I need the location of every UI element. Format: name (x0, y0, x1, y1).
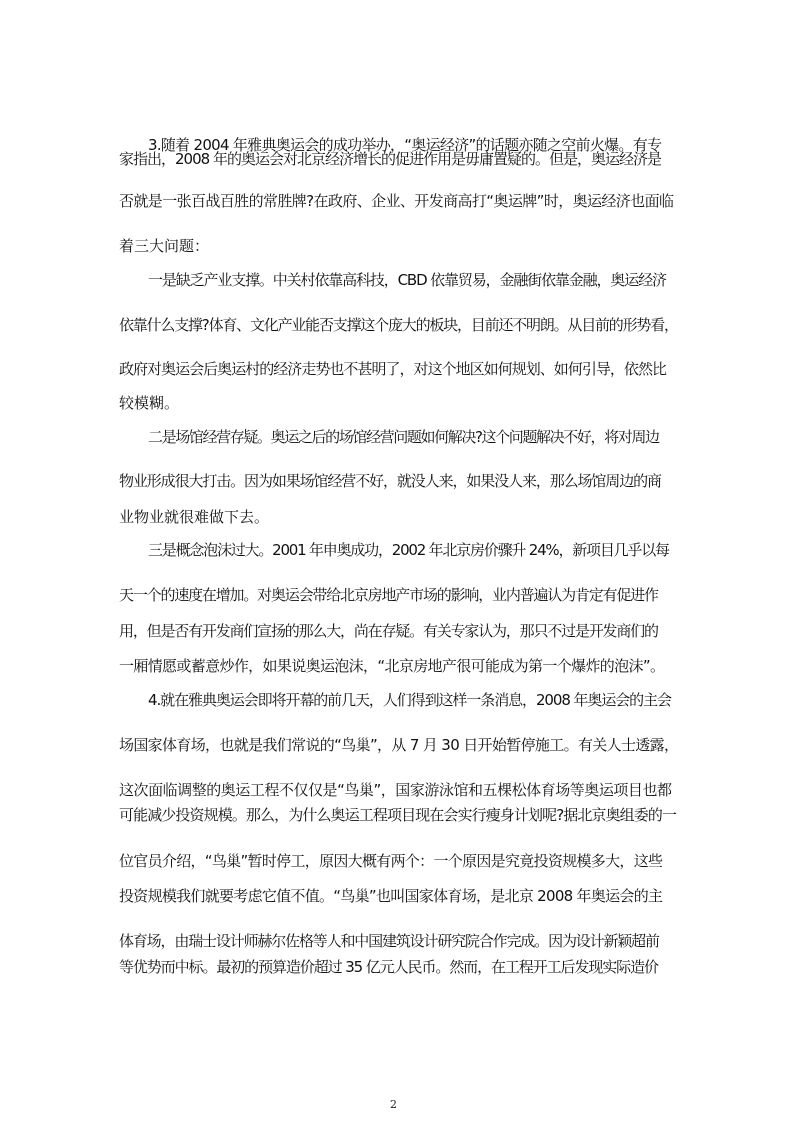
paragraph-line: 政府对奥运会后奥运村的经济走势也不甚明了，对这个地区如何规划、如何引导，依然比 (119, 360, 667, 378)
paragraph-line: 3.随着 2004 年雅典奥运会的成功举办，“奥运经济”的话题亦随之空前火爆。有专 (148, 136, 662, 154)
paragraph-line: 用，但是否有开发商们宣扬的那么大，尚在存疑。有关专家认为，那只不过是开发商们的 (119, 622, 658, 640)
paragraph-line: 可能减少投资规模。那么，为什么奥运工程项目现在会实行瘦身计划呢?据北京奥组委的一 (119, 806, 677, 824)
paragraph-line: 较模糊。 (119, 394, 180, 412)
paragraph-line: 等优势而中标。最初的预算造价超过 35 亿元人民币。然而，在工程开工后发现实际造价 (119, 958, 658, 976)
paragraph-line: 体育场，由瑞士设计师赫尔佐格等人和中国建筑设计研究院合作完成。因为设计新颖超前 (119, 932, 659, 950)
paragraph-line: 物业形成很大打击。因为如果场馆经营不好，就没人来，如果没人来，那么场馆周边的商 (119, 472, 661, 490)
paragraph-line: 否就是一张百战百胜的常胜牌?在政府、企业、开发商高打“奥运牌”时，奥运经济也面临 (119, 192, 674, 210)
paragraph-line: 投资规模我们就要考虑它值不值。“鸟巢”也叫国家体育场，是北京 2008 年奥运会的主 (119, 887, 663, 905)
paragraph-line: 位官员介绍，“鸟巢”暂时停工，原因大概有两个：一个原因是究竟投资规模多大，这些 (119, 852, 663, 870)
paragraph-line: 场国家体育场，也就是我们常说的“鸟巢”，从 7 月 30 日开始暂停施工。有关人士透露， (119, 736, 679, 754)
paragraph-line: 4.就在雅典奥运会即将开幕的前几天，人们得到这样一条消息，2008 年奥运会的主会 (148, 691, 671, 709)
paragraph-line: 天一个的速度在增加。对奥运会带给北京房地产市场的影响，业内普遍认为肯定有促进作 (119, 586, 658, 604)
page-number: 2 (390, 1098, 397, 1111)
paragraph-line: 这次面临调整的奥运工程不仅仅是“鸟巢”，国家游泳馆和五棵松体育场等奥运项目也都 (119, 781, 672, 799)
paragraph-line: 二是场馆经营存疑。奥运之后的场馆经营问题如何解决?这个问题解决不好，将对周边 (148, 428, 659, 446)
paragraph-line: 业物业就很难做下去。 (119, 508, 270, 526)
paragraph-line: 家指出，2008 年的奥运会对北京经济增长的促进作用是毋庸置疑的。但是，奥运经济是 (119, 150, 661, 168)
paragraph-line: 一是缺乏产业支撑。中关村依靠高科技，CBD 依靠贸易，金融街依靠金融，奥运经济 (148, 271, 666, 289)
paragraph-line: 三是概念泡沫过大。2001 年申奥成功，2002 年北京房价骤升 24%，新项目几乎以每 (148, 541, 669, 559)
paragraph-line: 着三大问题： (119, 237, 210, 255)
paragraph-line: 依靠什么支撑?体育、文化产业能否支撑这个庞大的板块，目前还不明朗。从目前的形势看， (119, 316, 678, 334)
paragraph-line: 一厢情愿或蓄意炒作，如果说奥运泡沫，“北京房地产很可能成为第一个爆炸的泡沫”。 (119, 657, 665, 675)
